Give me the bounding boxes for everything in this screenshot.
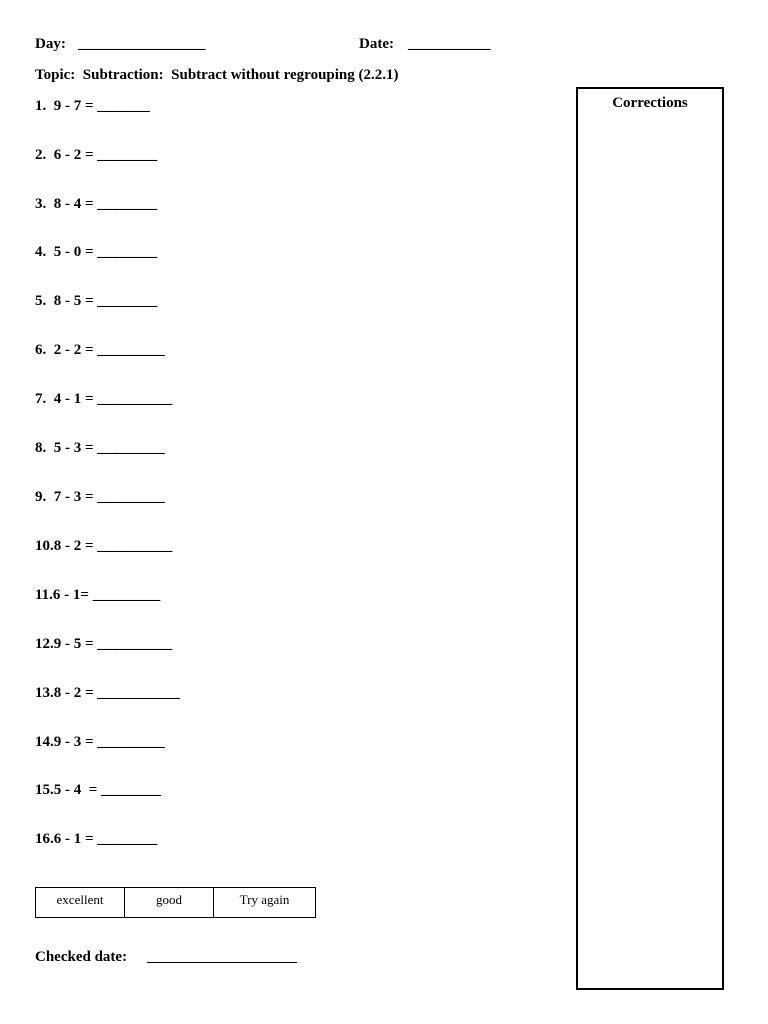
rating-try-again[interactable]: Try again (214, 888, 316, 918)
corrections-box[interactable] (576, 87, 724, 990)
problem-4[interactable]: 4. 5 - 0 = ________ (35, 244, 158, 260)
problem-15[interactable]: 15.5 - 4 = ________ (35, 782, 162, 798)
problem-7[interactable]: 7. 4 - 1 = __________ (35, 391, 173, 407)
checked-date-label: Checked date: (35, 949, 128, 965)
problem-8[interactable]: 8. 5 - 3 = _________ (35, 440, 165, 456)
problem-6[interactable]: 6. 2 - 2 = _________ (35, 342, 165, 358)
problem-14[interactable]: 14.9 - 3 = _________ (35, 734, 165, 750)
corrections-title: Corrections (612, 95, 688, 111)
problem-3[interactable]: 3. 8 - 4 = ________ (35, 196, 158, 212)
day-label: Day: (35, 36, 66, 52)
problem-2[interactable]: 2. 6 - 2 = ________ (35, 147, 158, 163)
topic-heading: Topic: Subtraction: Subtract without regrouping (2.2.1) (35, 67, 399, 83)
rating-good[interactable]: good (125, 888, 214, 918)
problem-1[interactable]: 1. 9 - 7 = _______ (35, 98, 150, 114)
problem-9[interactable]: 9. 7 - 3 = _________ (35, 489, 165, 505)
problem-12[interactable]: 12.9 - 5 = __________ (35, 636, 173, 652)
checked-date-blank[interactable]: ____________________ (147, 949, 297, 965)
rating-table (35, 887, 316, 918)
day-blank[interactable]: _________________ (78, 36, 206, 52)
problem-10[interactable]: 10.8 - 2 = __________ (35, 538, 173, 554)
problem-13[interactable]: 13.8 - 2 = ___________ (35, 685, 180, 701)
problem-5[interactable]: 5. 8 - 5 = ________ (35, 293, 158, 309)
problem-16[interactable]: 16.6 - 1 = ________ (35, 831, 158, 847)
rating-excellent[interactable]: excellent (36, 888, 125, 918)
date-blank[interactable]: ___________ (408, 36, 491, 52)
problem-11[interactable]: 11.6 - 1= _________ (35, 587, 161, 603)
date-label: Date: (359, 36, 394, 52)
